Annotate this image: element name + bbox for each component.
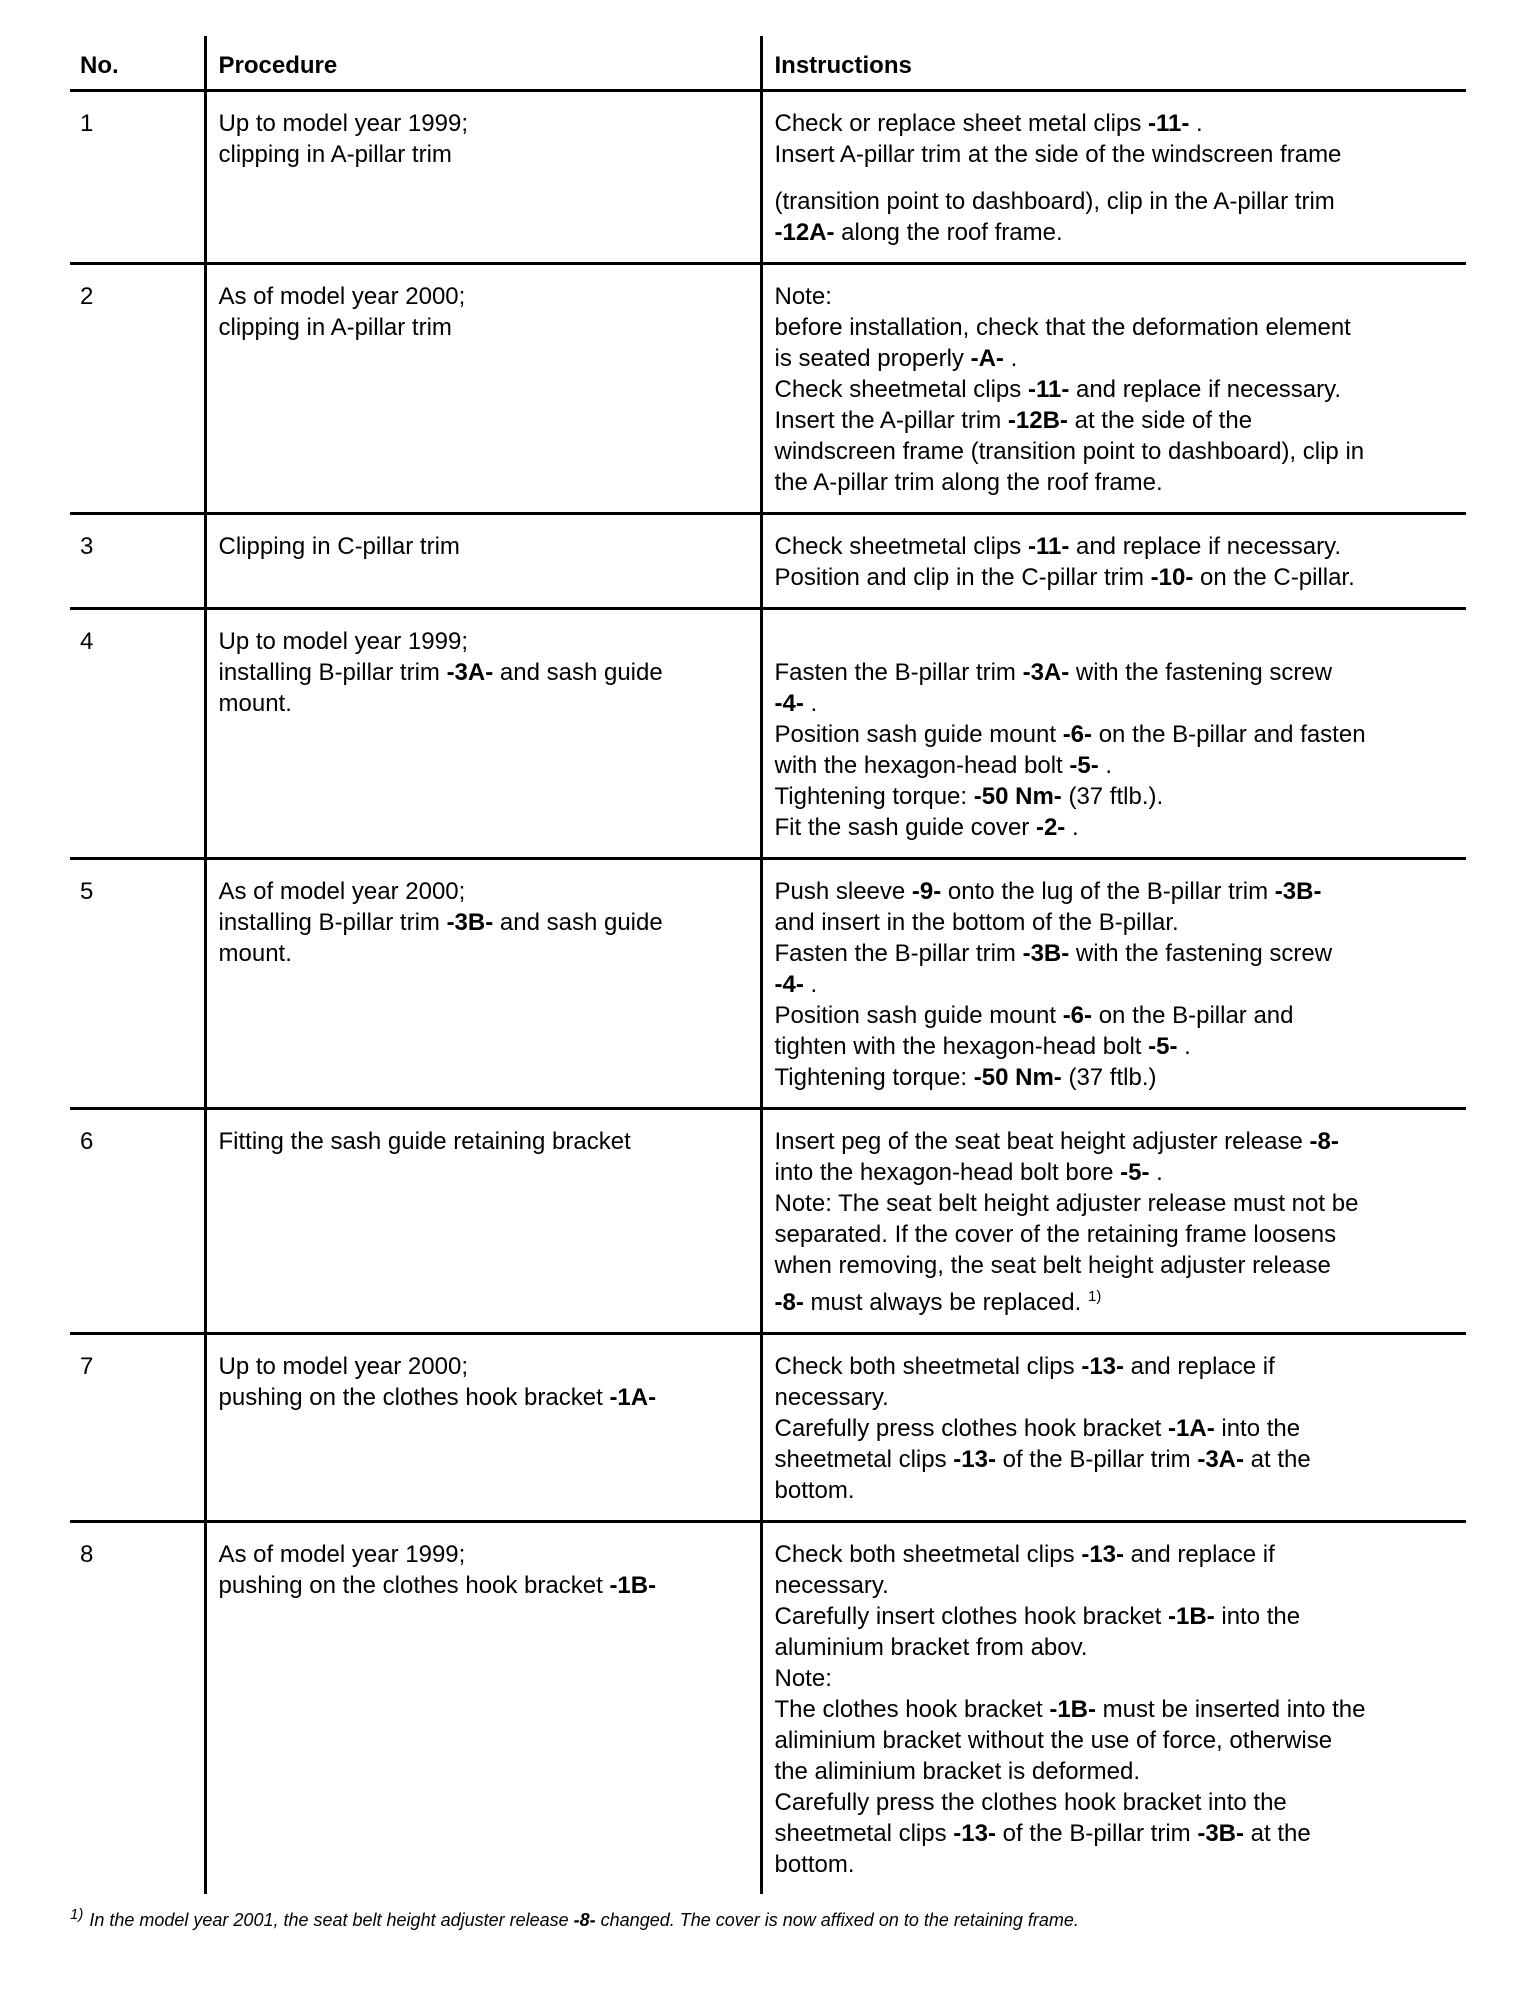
text-segment: when removing, the seat belt height adjuster release <box>774 1252 1331 1279</box>
text-segment: and replace if <box>1124 1353 1275 1380</box>
text-segment: Fit the sash guide cover <box>774 814 1036 841</box>
text-line <box>775 969 1455 1000</box>
text-line: clipping in A-pillar trim <box>218 314 452 341</box>
text-line <box>219 1351 748 1382</box>
text-segment: . <box>803 971 818 998</box>
text-line <box>775 1539 1455 1570</box>
text-segment: Insert peg of the seat beat height adjuster release <box>774 1128 1310 1155</box>
text-segment: Fasten the B-pillar trim <box>774 940 1023 967</box>
text-segment: Push sleeve <box>774 878 912 905</box>
procedure-cell <box>205 1334 761 1522</box>
text-segment: . <box>1003 345 1018 372</box>
part-reference: -5- <box>1148 1033 1178 1060</box>
text-line <box>775 1818 1455 1849</box>
text-line <box>219 688 748 719</box>
part-reference: -2- <box>1035 814 1066 841</box>
text-segment: Carefully press clothes hook bracket <box>774 1415 1169 1442</box>
text-segment: Note: The seat belt height adjuster release must not be <box>774 1190 1359 1217</box>
text-line <box>219 938 748 969</box>
text-segment: . <box>803 690 818 717</box>
procedure-document <box>70 36 1466 1894</box>
instructions-cell <box>761 91 1466 264</box>
text-line <box>775 812 1455 843</box>
table-row <box>70 609 1466 859</box>
text-segment: . <box>1065 814 1079 841</box>
part-reference: -A- <box>970 345 1004 372</box>
text-segment: Note: <box>774 283 832 310</box>
text-line <box>775 719 1455 750</box>
part-reference: -5- <box>1120 1159 1150 1186</box>
header-no: No. <box>70 36 205 91</box>
header-procedure: Procedure <box>205 36 761 91</box>
text-segment: necessary. <box>774 1572 889 1599</box>
text-segment: onto the lug of the B-pillar trim <box>941 878 1275 905</box>
procedure-cell <box>205 264 761 514</box>
step-number: 4 <box>70 609 205 859</box>
text-segment: Check sheetmetal clips <box>774 533 1028 560</box>
table-row <box>70 859 1466 1109</box>
text-segment: and insert in the bottom of the B-pillar. <box>774 909 1179 936</box>
text-segment: on the B-pillar and <box>1092 1002 1294 1029</box>
part-reference: -10- <box>1150 564 1194 591</box>
text-segment: must be inserted into the <box>1096 1696 1366 1723</box>
procedure-cell <box>205 514 761 609</box>
part-reference: -3B- <box>1197 1820 1244 1847</box>
text-line <box>775 1126 1455 1157</box>
text-line: Up to model year 1999; <box>218 110 468 137</box>
text-line <box>775 217 1455 248</box>
part-reference: -6- <box>1062 1002 1093 1029</box>
text-segment: Fasten the B-pillar trim <box>774 659 1023 686</box>
part-reference: -5- <box>1069 752 1099 779</box>
text-segment: Check or replace sheet metal clips <box>774 110 1148 137</box>
text-segment: necessary. <box>774 1384 889 1411</box>
text-line <box>775 1787 1455 1818</box>
text-line <box>219 1570 748 1601</box>
text-segment: before installation, check that the deformation element <box>774 314 1351 341</box>
text-segment: . <box>1177 1033 1191 1060</box>
text-line <box>775 108 1455 139</box>
text-segment: windscreen frame (transition point to dashboard), clip in <box>774 438 1365 465</box>
part-reference: -13- <box>1081 1353 1125 1380</box>
text-segment: is seated properly <box>774 345 971 372</box>
text-segment: As of model year 1999; <box>218 1541 466 1568</box>
text-line <box>775 1849 1455 1880</box>
text-segment: mount. <box>218 940 292 967</box>
text-line <box>775 405 1455 436</box>
text-line <box>775 374 1455 405</box>
text-segment: on the B-pillar and fasten <box>1092 721 1366 748</box>
text-line <box>775 1444 1455 1475</box>
part-reference: -50 Nm- <box>973 783 1062 810</box>
text-segment: the A-pillar trim along the roof frame. <box>774 469 1163 496</box>
step-number: 3 <box>70 514 205 609</box>
instructions-cell <box>761 1334 1466 1522</box>
instructions-cell <box>761 1522 1466 1895</box>
procedure-cell <box>205 859 761 1109</box>
text-segment: and replace if necessary. <box>1069 533 1342 560</box>
part-reference: -11- <box>1148 110 1190 137</box>
part-reference: -1B- <box>1168 1603 1215 1630</box>
text-line <box>775 1725 1455 1756</box>
text-line <box>775 343 1455 374</box>
part-reference: -3B- <box>1274 878 1322 905</box>
text-segment: . <box>1149 1159 1163 1186</box>
paragraph-gap <box>775 170 1455 186</box>
instructions-cell <box>761 264 1466 514</box>
text-segment: the aliminium bracket is deformed. <box>774 1758 1140 1785</box>
text-segment: and replace if necessary. <box>1069 376 1342 403</box>
text-line <box>775 876 1455 907</box>
part-reference: -13- <box>953 1446 996 1473</box>
text-line <box>775 781 1455 812</box>
text-segment: (37 ftlb.) <box>1061 1064 1157 1091</box>
part-reference: -4- <box>774 690 804 717</box>
text-line <box>775 531 1455 562</box>
text-segment: Tightening torque: <box>774 783 974 810</box>
text-segment: installing B-pillar trim <box>218 659 447 686</box>
instructions-cell <box>761 859 1466 1109</box>
text-segment: at the side of the <box>1067 407 1253 434</box>
text-line <box>775 1250 1455 1281</box>
text-segment: Check sheetmetal clips <box>774 376 1028 403</box>
text-line <box>775 1570 1455 1601</box>
part-reference: -13- <box>1081 1541 1125 1568</box>
part-reference: -1B- <box>609 1572 657 1599</box>
part-reference: -13- <box>953 1820 996 1847</box>
text-segment: sheetmetal clips <box>774 1446 954 1473</box>
text-segment: . <box>1189 110 1203 137</box>
text-line <box>775 436 1455 467</box>
text-segment: Check both sheetmetal clips <box>774 1541 1082 1568</box>
footnote <box>70 1906 1079 1931</box>
table-row <box>70 264 1466 514</box>
procedure-cell <box>205 91 761 264</box>
table-row <box>70 1522 1466 1895</box>
text-segment: Carefully insert clothes hook bracket <box>774 1603 1169 1630</box>
text-segment: Insert A-pillar trim at the side of the windscreen frame <box>774 141 1342 168</box>
text-segment: Tightening torque: <box>774 1064 974 1091</box>
text-segment: tighten with the hexagon-head bolt <box>774 1033 1149 1060</box>
text-segment: with the fastening screw <box>1069 940 1333 967</box>
text-segment: aluminium bracket from abov. <box>774 1634 1088 1661</box>
text-line <box>219 1539 748 1570</box>
text-segment: into the <box>1214 1415 1301 1442</box>
part-reference: -11- <box>1027 376 1070 403</box>
text-line <box>775 1031 1455 1062</box>
text-line <box>775 281 1455 312</box>
header-instructions: Instructions <box>761 36 1466 91</box>
text-segment: Check both sheetmetal clips <box>774 1353 1082 1380</box>
step-number: 1 <box>70 91 205 264</box>
text-line <box>775 1351 1455 1382</box>
footnote-reference: 1) <box>1087 1288 1102 1305</box>
text-line <box>775 1219 1455 1250</box>
text-segment: Insert the A-pillar trim <box>774 407 1008 434</box>
text-line <box>775 1382 1455 1413</box>
part-reference: -3A- <box>1022 659 1070 686</box>
procedure-cell <box>205 1109 761 1334</box>
text-segment: of the B-pillar trim <box>995 1820 1198 1847</box>
footnote-ref: -8- <box>573 1910 596 1930</box>
text-line: As of model year 2000; <box>218 283 466 310</box>
blank-line <box>775 626 1455 657</box>
footnote-text-before: In the model year 2001, the seat belt height adjuster release <box>89 1910 574 1930</box>
text-segment: The clothes hook bracket <box>774 1696 1050 1723</box>
part-reference: -12A- <box>774 219 835 246</box>
text-segment: Up to model year 2000; <box>218 1353 468 1380</box>
text-line <box>775 1413 1455 1444</box>
text-line <box>775 1601 1455 1632</box>
text-segment: Up to model year 1999; <box>218 628 468 655</box>
text-line <box>775 1632 1455 1663</box>
part-reference: -11- <box>1027 533 1070 560</box>
part-reference: -8- <box>1309 1128 1339 1155</box>
text-line <box>775 907 1455 938</box>
text-segment: separated. If the cover of the retaining frame loosens <box>774 1221 1337 1248</box>
table-row <box>70 1334 1466 1522</box>
part-reference: -3B- <box>446 909 494 936</box>
text-segment: with the fastening screw <box>1069 659 1333 686</box>
text-line <box>775 1000 1455 1031</box>
text-segment: Note: <box>774 1665 832 1692</box>
text-segment: sheetmetal clips <box>774 1820 954 1847</box>
table-header-row <box>70 36 1466 91</box>
text-segment: along the roof frame. <box>834 219 1063 246</box>
part-reference: -3B- <box>1022 940 1070 967</box>
text-segment: and sash guide <box>493 659 663 686</box>
text-segment: of the B-pillar trim <box>995 1446 1198 1473</box>
text-line <box>775 186 1455 217</box>
text-segment: and sash guide <box>493 909 663 936</box>
text-line <box>775 1475 1455 1506</box>
step-number: 5 <box>70 859 205 1109</box>
part-reference: -50 Nm- <box>973 1064 1062 1091</box>
text-line <box>219 626 748 657</box>
text-line <box>219 876 748 907</box>
table-row <box>70 514 1466 609</box>
procedure-table <box>70 36 1466 1894</box>
text-line <box>775 1188 1455 1219</box>
text-segment: into the hexagon-head bolt bore <box>774 1159 1121 1186</box>
text-line <box>775 1157 1455 1188</box>
text-line <box>775 1663 1455 1694</box>
step-number: 2 <box>70 264 205 514</box>
instructions-cell <box>761 1109 1466 1334</box>
text-line <box>219 1382 748 1413</box>
text-line <box>775 467 1455 498</box>
text-segment: pushing on the clothes hook bracket <box>218 1384 610 1411</box>
text-segment: at the <box>1244 1446 1311 1473</box>
part-reference: -1A- <box>1168 1415 1215 1442</box>
text-segment: into the <box>1214 1603 1301 1630</box>
text-segment: (transition point to dashboard), clip in the A-pillar trim <box>774 188 1335 215</box>
part-reference: -9- <box>911 878 942 905</box>
procedure-cell <box>205 609 761 859</box>
part-reference: -12B- <box>1007 407 1068 434</box>
text-line <box>775 657 1455 688</box>
part-reference: -3A- <box>1197 1446 1244 1473</box>
step-number: 6 <box>70 1109 205 1334</box>
text-segment: bottom. <box>774 1477 855 1504</box>
text-line <box>775 1756 1455 1787</box>
text-line <box>775 1062 1455 1093</box>
text-segment: Position sash guide mount <box>774 721 1063 748</box>
part-reference: -6- <box>1062 721 1093 748</box>
footnote-text-after: changed. The cover is now affixed on to the retaining frame. <box>595 1910 1079 1930</box>
part-reference: -4- <box>774 971 804 998</box>
part-reference: -8- <box>774 1289 804 1316</box>
text-line <box>775 938 1455 969</box>
part-reference: -1B- <box>1049 1696 1096 1723</box>
step-number: 7 <box>70 1334 205 1522</box>
text-segment: mount. <box>218 690 292 717</box>
part-reference: -3A- <box>446 659 494 686</box>
text-segment: Carefully press the clothes hook bracket into the <box>774 1789 1287 1816</box>
text-line <box>775 312 1455 343</box>
text-line <box>775 1694 1455 1725</box>
text-line: Fitting the sash guide retaining bracket <box>218 1128 631 1155</box>
text-segment: Position and clip in the C-pillar trim <box>774 564 1151 591</box>
text-segment: Position sash guide mount <box>774 1002 1063 1029</box>
text-segment: As of model year 2000; <box>218 878 466 905</box>
text-line: clipping in A-pillar trim <box>218 141 452 168</box>
text-segment: and replace if <box>1124 1541 1275 1568</box>
text-segment: pushing on the clothes hook bracket <box>218 1572 610 1599</box>
text-segment: installing B-pillar trim <box>218 909 447 936</box>
text-segment: bottom. <box>774 1851 855 1878</box>
procedure-table-body <box>70 91 1466 1895</box>
footnote-marker: 1) <box>70 1906 84 1923</box>
part-reference: -1A- <box>609 1384 657 1411</box>
text-line <box>219 907 748 938</box>
instructions-cell <box>761 514 1466 609</box>
table-row <box>70 91 1466 264</box>
procedure-cell <box>205 1522 761 1895</box>
text-line: Clipping in C-pillar trim <box>218 533 460 560</box>
text-segment: (37 ftlb.). <box>1061 783 1164 810</box>
text-segment: with the hexagon-head bolt <box>774 752 1070 779</box>
text-segment: aliminium bracket without the use of force, otherwise <box>774 1727 1333 1754</box>
text-segment: . <box>1098 752 1113 779</box>
table-row <box>70 1109 1466 1334</box>
text-segment: must always be replaced. <box>803 1289 1088 1316</box>
text-segment: on the C-pillar. <box>1193 564 1355 591</box>
text-segment: at the <box>1244 1820 1311 1847</box>
text-line <box>775 688 1455 719</box>
text-line <box>775 139 1455 170</box>
text-line <box>775 1281 1455 1318</box>
step-number: 8 <box>80 1541 94 1568</box>
instructions-cell <box>761 609 1466 859</box>
text-line <box>775 562 1455 593</box>
text-line <box>775 750 1455 781</box>
text-line <box>219 657 748 688</box>
